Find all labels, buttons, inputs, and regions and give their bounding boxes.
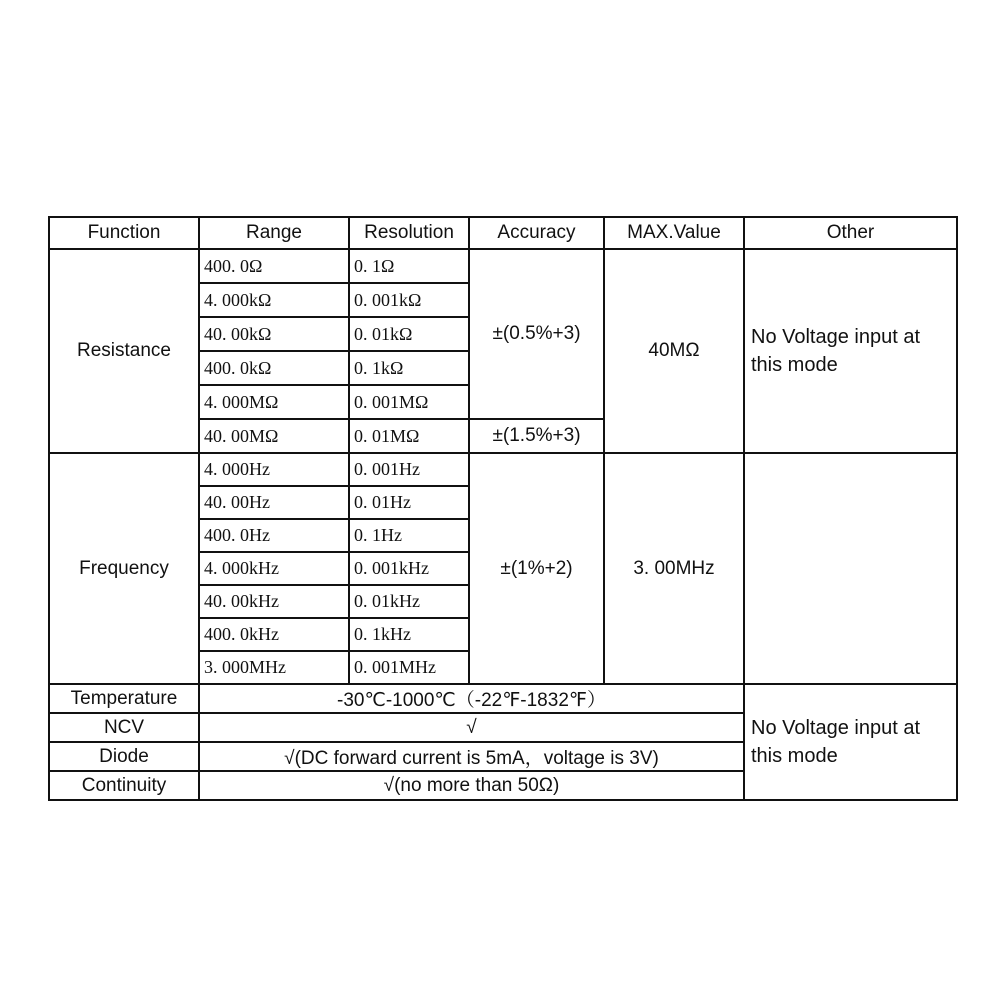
other-misc: No Voltage input at this mode [744,684,957,800]
range-cell: 40. 00kHz [199,585,349,618]
resolution-cell: 0. 001MΩ [349,385,469,419]
accuracy-resistance-last: ±(1.5%+3) [469,419,604,453]
resolution-cell: 0. 001Hz [349,453,469,486]
range-cell: 40. 00MΩ [199,419,349,453]
function-frequency: Frequency [49,453,199,684]
header-other: Other [744,217,957,249]
range-cell: 4. 000Hz [199,453,349,486]
ncv-value: √ [199,713,744,742]
table-row [49,684,957,713]
max-value-frequency: 3. 00MHz [604,453,744,684]
other-frequency [744,453,957,684]
resolution-cell: 0. 1kΩ [349,351,469,385]
function-ncv: NCV [49,713,199,742]
range-cell: 400. 0kΩ [199,351,349,385]
header-function: Function [49,217,199,249]
range-cell: 400. 0Ω [199,249,349,283]
range-cell: 40. 00kΩ [199,317,349,351]
range-cell: 4. 000MΩ [199,385,349,419]
range-cell: 40. 00Hz [199,486,349,519]
other-resistance: No Voltage input at this mode [744,249,957,453]
resolution-cell: 0. 001kΩ [349,283,469,317]
resolution-cell: 0. 1kHz [349,618,469,651]
range-cell: 4. 000kHz [199,552,349,585]
resolution-cell: 0. 001MHz [349,651,469,684]
table-row [49,249,957,283]
accuracy-frequency: ±(1%+2) [469,453,604,684]
function-continuity: Continuity [49,771,199,800]
accuracy-resistance: ±(0.5%+3) [469,249,604,419]
function-resistance: Resistance [49,249,199,453]
resolution-cell: 0. 01kΩ [349,317,469,351]
header-max-value: MAX.Value [604,217,744,249]
resolution-cell: 0. 1Ω [349,249,469,283]
spec-table [48,216,958,801]
continuity-value: √(no more than 50Ω) [199,771,744,800]
temperature-value: -30℃-1000℃（-22℉-1832℉） [199,684,744,713]
resolution-cell: 0. 1Hz [349,519,469,552]
range-cell: 400. 0kHz [199,618,349,651]
range-cell: 3. 000MHz [199,651,349,684]
max-value-resistance: 40MΩ [604,249,744,453]
range-cell: 400. 0Hz [199,519,349,552]
function-diode: Diode [49,742,199,771]
header-range: Range [199,217,349,249]
resolution-cell: 0. 01MΩ [349,419,469,453]
header-row [49,217,957,249]
resolution-cell: 0. 001kHz [349,552,469,585]
table-row [49,453,957,486]
resolution-cell: 0. 01kHz [349,585,469,618]
header-resolution: Resolution [349,217,469,249]
diode-value: √(DC forward current is 5mA，voltage is 3V) [199,742,744,771]
function-temperature: Temperature [49,684,199,713]
range-cell: 4. 000kΩ [199,283,349,317]
resolution-cell: 0. 01Hz [349,486,469,519]
header-accuracy: Accuracy [469,217,604,249]
